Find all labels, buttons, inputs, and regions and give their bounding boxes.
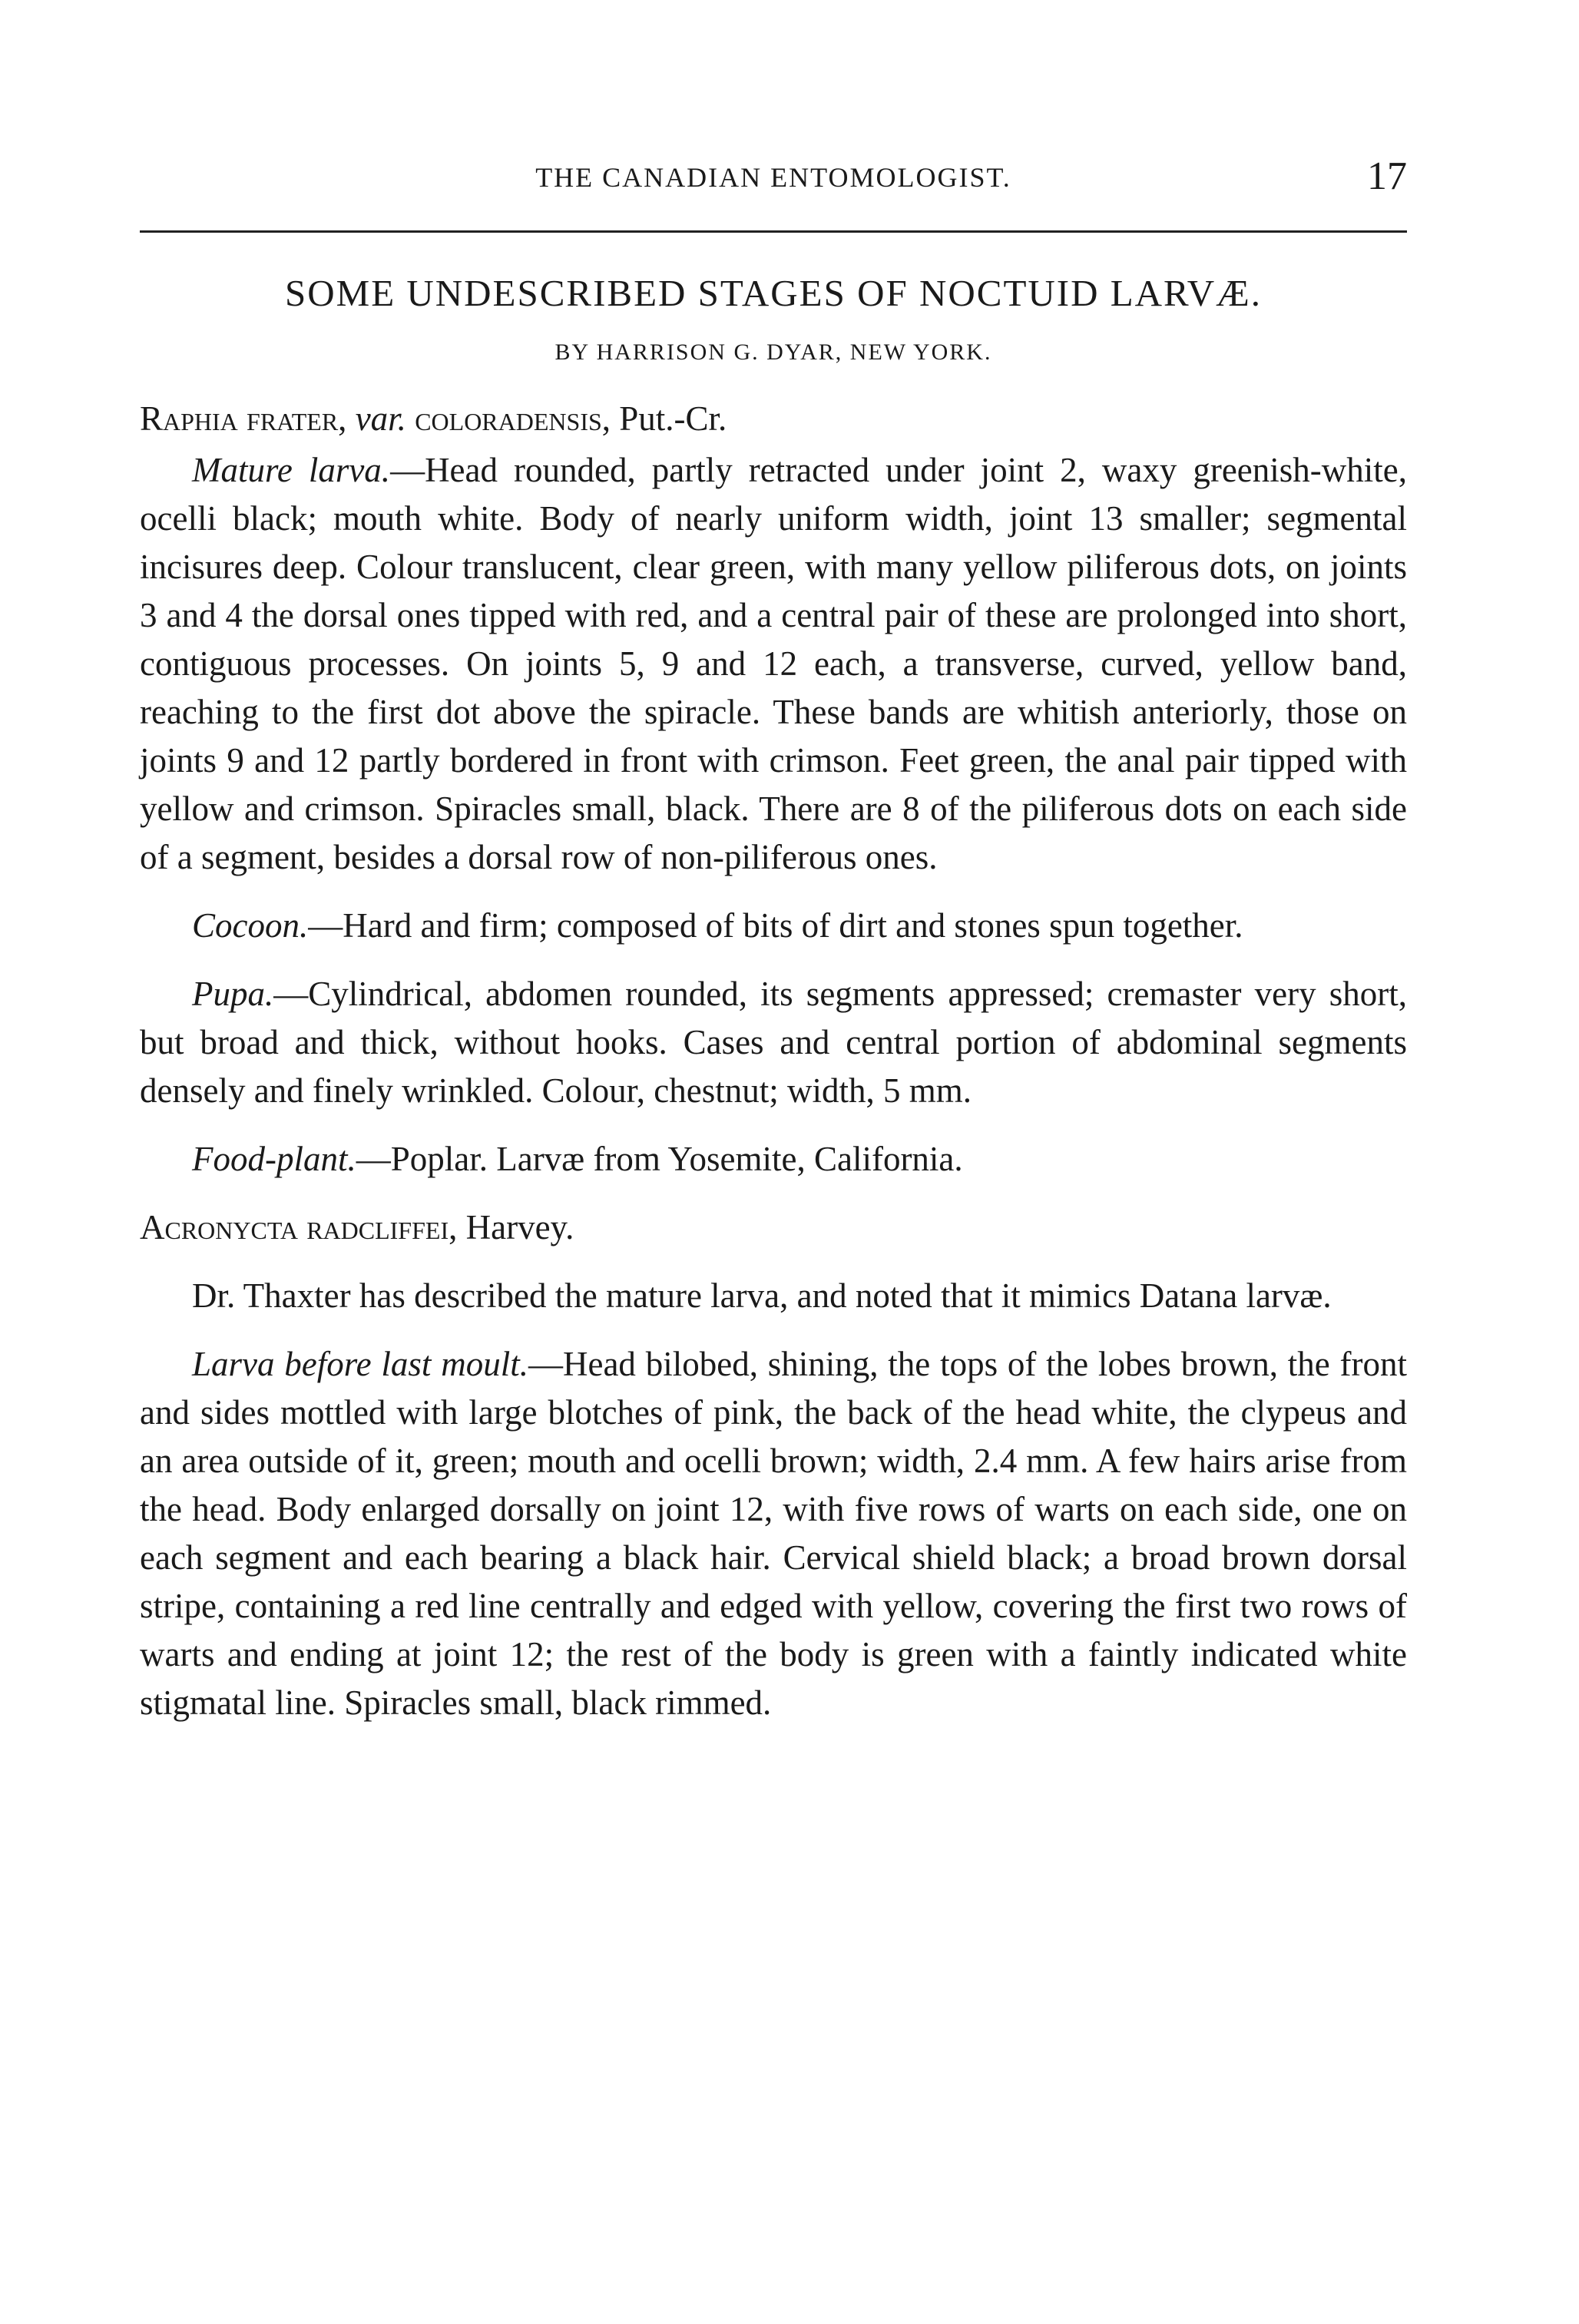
term-mature-larva: Mature larva. bbox=[192, 451, 391, 489]
term-pupa: Pupa. bbox=[192, 975, 274, 1013]
paragraph-pupa bbox=[140, 970, 1407, 1115]
species-name: Acronycta radcliffei, bbox=[140, 1208, 458, 1246]
text-food-plant: —Poplar. Larvæ from Yosemite, California. bbox=[356, 1140, 963, 1178]
paragraph-larva-before-last-moult bbox=[140, 1340, 1407, 1727]
article-body bbox=[140, 269, 1407, 1727]
species-author: Put.-Cr. bbox=[619, 399, 727, 438]
text-mature-larva: —Head rounded, partly retracted under joint 2, waxy greenish-white, ocelli black; mouth white. Body of nearly uniform width, joint 13 smaller; segmental incisures deep. Colour translucent, clear green, with many yellow piliferous dots, on joints 3 and 4 the dorsal ones tipped with red, and a central pair of these are prolonged into short, contiguous processes. On joints 5, 9 and 12 each, a transverse, curved, yellow band, reaching to the first dot above the spiracle. These bands are whitish anteriorly, those on joints 9 and 12 partly bordered in front with crimson. Feet green, the anal pair tipped with yellow and crimson. Spiracles small, black. There are 8 of the piliferous dots on each side of a segment, besides a dorsal row of non-piliferous ones. bbox=[140, 451, 1408, 876]
page-number: 17 bbox=[1367, 154, 1407, 198]
species-heading-raphia bbox=[140, 395, 1407, 443]
paragraph-food-plant bbox=[140, 1135, 1407, 1184]
text-pupa: —Cylindrical, abdomen rounded, its segments appressed; cremaster very short, but broad and thick, without hooks. Cases and central portion of abdominal segments densely and finely wrinkled. Colour, chestnut; width, 5 mm. bbox=[140, 975, 1407, 1110]
term-larva-before-last-moult: Larva before last moult. bbox=[192, 1345, 528, 1383]
term-cocoon: Cocoon. bbox=[192, 906, 309, 945]
species-author: Harvey. bbox=[465, 1208, 574, 1246]
paragraph-acronycta-intro: Dr. Thaxter has described the mature larva, and noted that it mimics Datana larvæ. bbox=[192, 1276, 1332, 1315]
species-heading-acronycta bbox=[140, 1203, 1407, 1252]
term-food-plant: Food-plant. bbox=[192, 1140, 356, 1178]
text-larva-before-last-moult: —Head bilobed, shining, the tops of the lobes brown, the front and sides mottled with large blotches of pink, the back of the head white, the clypeus and an area outside of it, green; mouth and ocelli brown; width, 2.4 mm. A few hairs arise from the head. Body enlarged dorsally on joint 12, with five rows of warts on each side, one on each segment and each bearing a black hair. Cervical shield black; a broad brown dorsal stripe, containing a red line centrally and edged with yellow, covering the first two rows of warts and ending at joint 12; the rest of the body is green with a faintly indicated white stigmatal line. Spiracles small, black rimmed. bbox=[140, 1345, 1407, 1722]
article-title: SOME UNDESCRIBED STAGES OF NOCTUID LARVÆ. bbox=[284, 272, 1263, 314]
variety-label: var. bbox=[355, 399, 406, 438]
paragraph-mature-larva bbox=[140, 446, 1407, 882]
paragraph-cocoon bbox=[140, 902, 1407, 950]
journal-title: THE CANADIAN ENTOMOLOGIST. bbox=[535, 162, 1011, 193]
text-cocoon: —Hard and firm; composed of bits of dirt and stones spun together. bbox=[308, 906, 1243, 945]
article-byline: BY HARRISON G. DYAR, NEW YORK. bbox=[554, 339, 992, 365]
header-rule bbox=[140, 230, 1407, 233]
running-head bbox=[140, 154, 1407, 200]
species-name: Raphia frater, bbox=[140, 399, 347, 438]
variety-name: coloradensis, bbox=[415, 399, 611, 438]
